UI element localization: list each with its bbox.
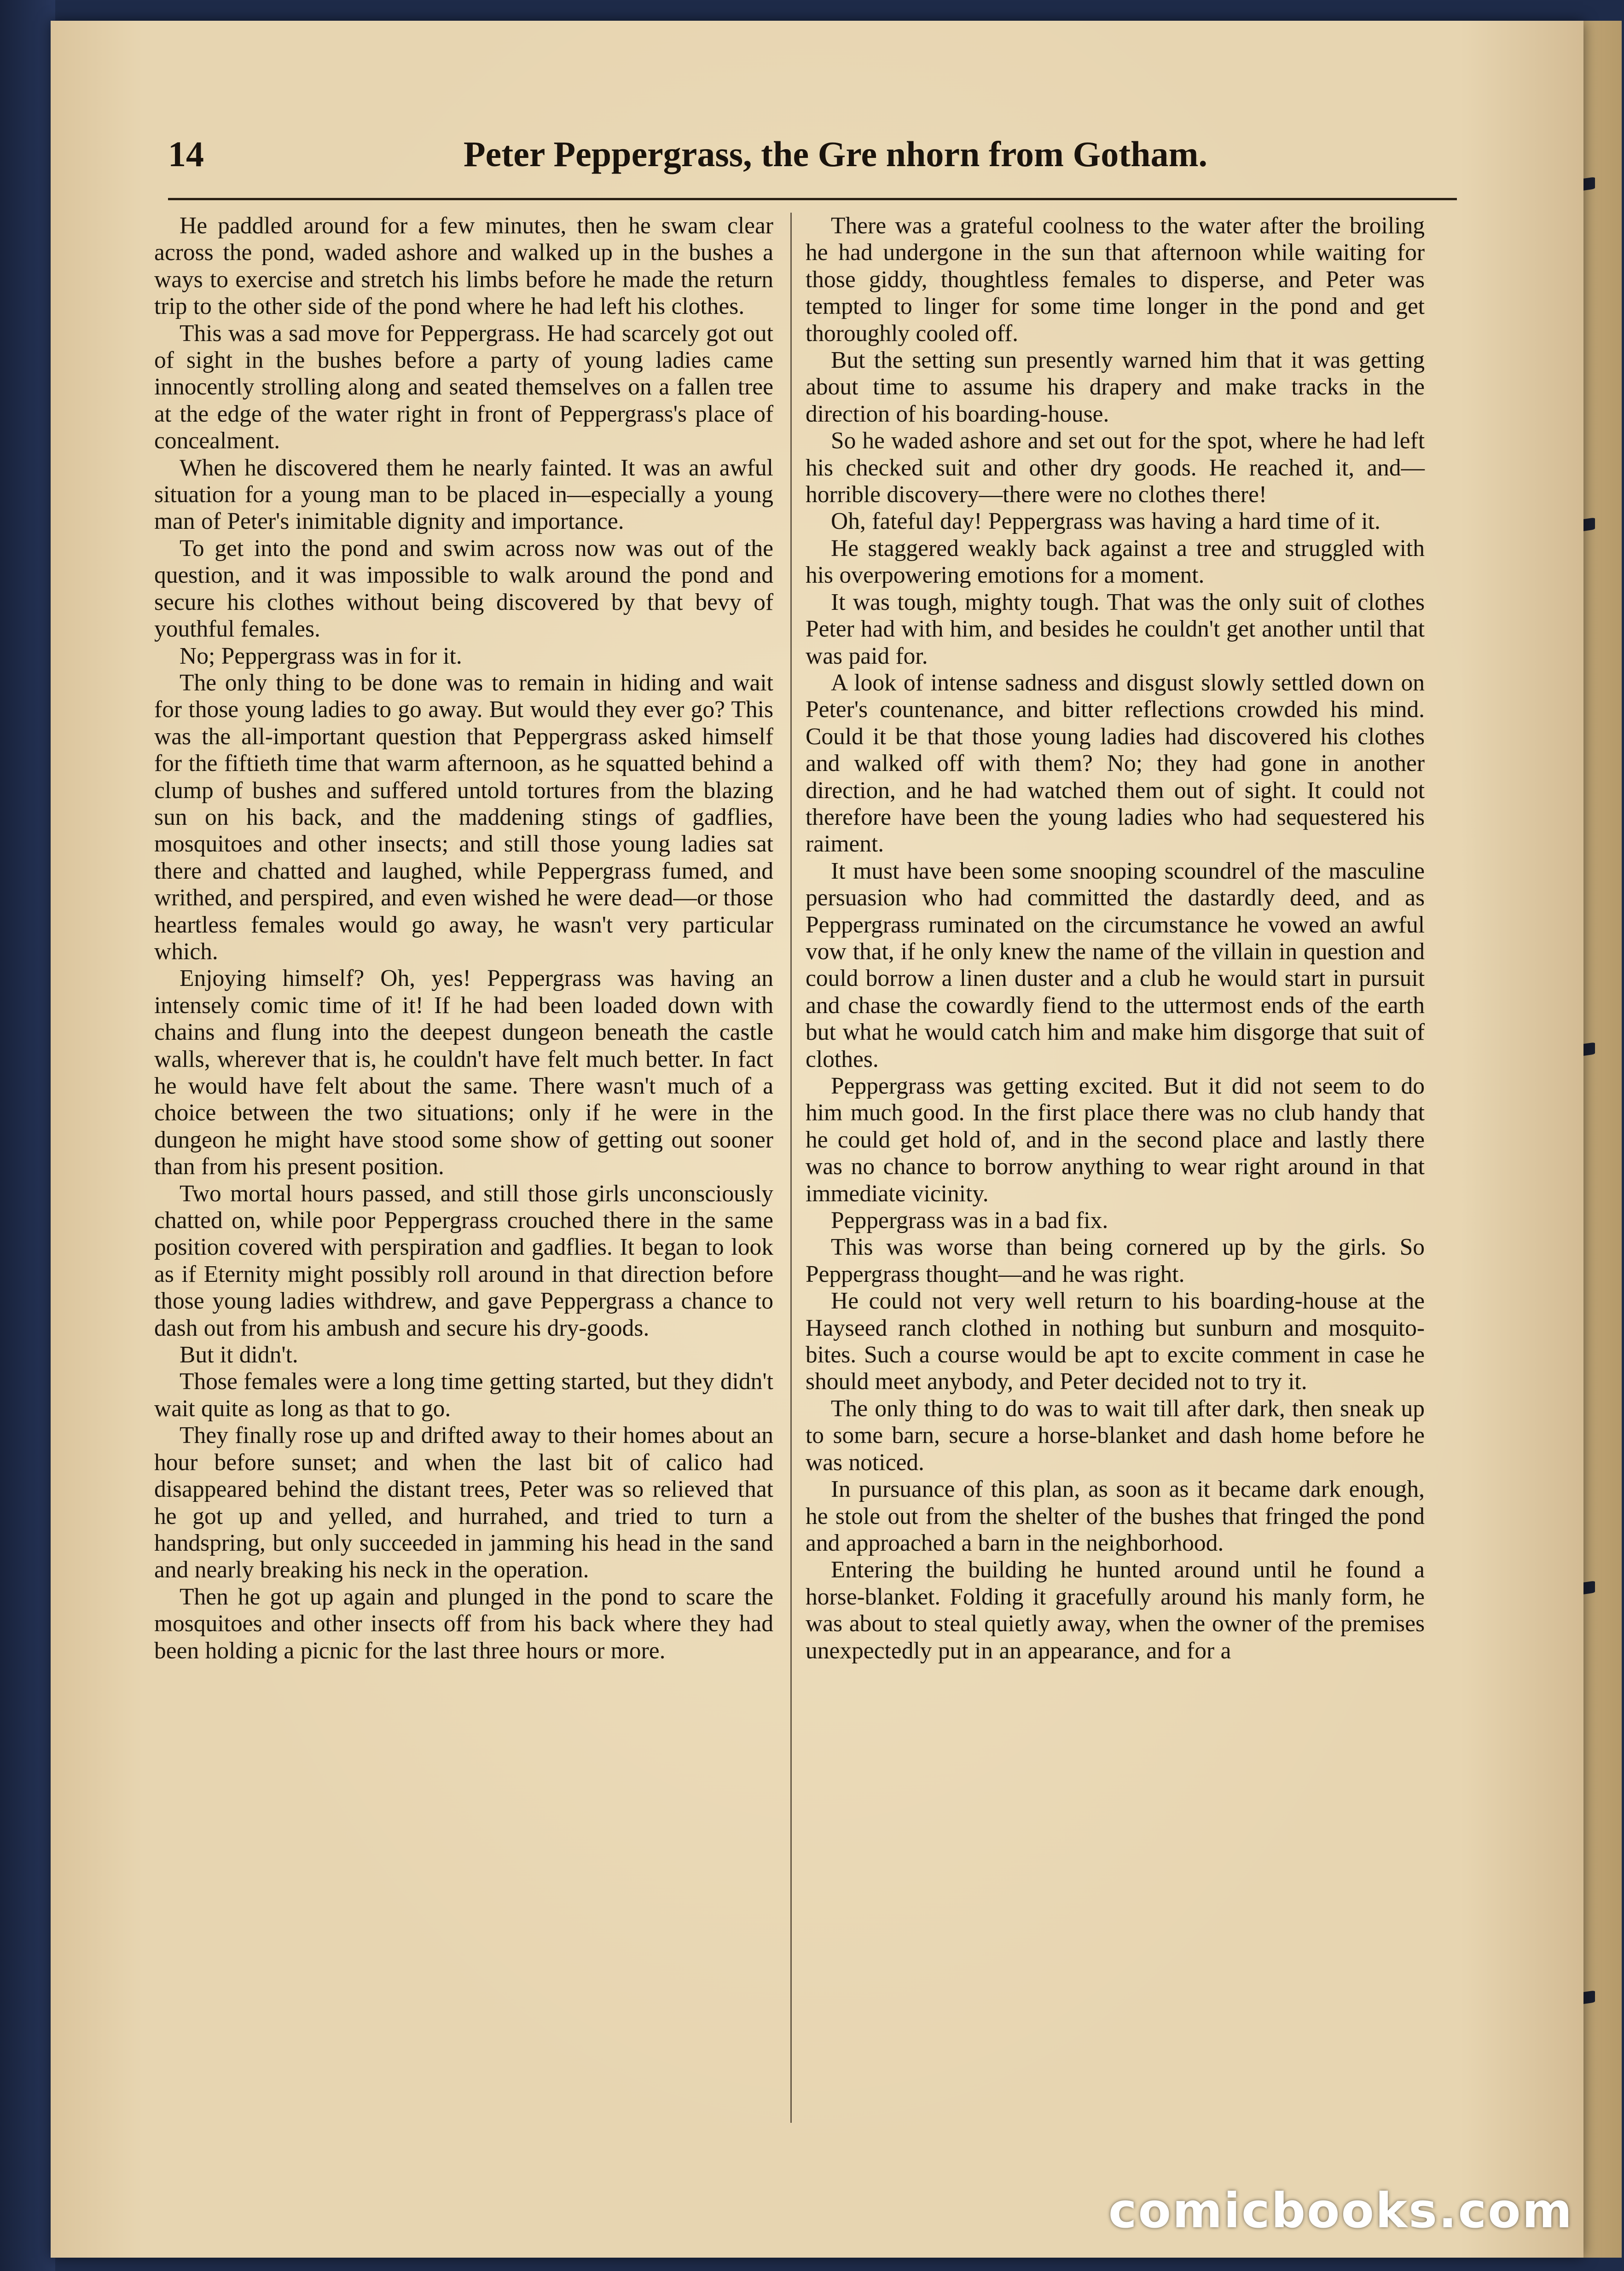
paragraph: This was worse than being cornered up by the girls. So Peppergrass thought—and he was right.	[806, 1234, 1425, 1287]
paragraph: In pursuance of this plan, as soon as it became dark enough, he stole out from the shelter of the bushes that fringed the pond and approached a barn in the neighborhood.	[806, 1476, 1425, 1556]
page-header	[168, 133, 1457, 200]
page-number: 14	[168, 134, 204, 174]
paragraph: Oh, fateful day! Peppergrass was having a hard time of it.	[831, 508, 1380, 535]
watermark-text: comicbooks.com	[1108, 2183, 1573, 2239]
paragraph: Peppergrass was in a bad fix.	[831, 1207, 1108, 1234]
paragraph: Two mortal hours passed, and still those girls unconsciously chatted on, while poor Peppergrass crouched there in the same position covered with perspiration and gadflies. It began to look as if Eternity might possibly roll around in that direction before those young ladies withdrew, and gave Peppergrass a chance to dash out from his ambush and secure his dry-goods.	[154, 1180, 773, 1341]
paragraph: So he waded ashore and set out for the spot, where he had left his checked suit and other dry goods. He reached it, and—horrible discovery—there were no clothes there!	[806, 428, 1425, 508]
right-column	[806, 213, 1425, 2146]
paragraph: But the setting sun presently warned him that it was getting about time to assume his drapery and make tracks in the direction of his boarding-house.	[806, 347, 1425, 427]
paragraph: It was tough, mighty tough. That was the only suit of clothes Peter had with him, and besides he couldn't get another until that was paid for.	[806, 589, 1425, 669]
paragraph: They finally rose up and drifted away to their homes about an hour before sunset; and when the last bit of calico had disappeared behind the distant trees, Peter was so relieved that he got up and yelled, and hurrahed, and tried to turn a handspring, but only succeeded in jamming his head in the sand and nearly breaking his neck in the operation.	[154, 1422, 773, 1583]
paragraph: He paddled around for a few minutes, then he swam clear across the pond, waded ashore and walked up in the bushes a ways to exercise and stretch his limbs before he made the return trip to the other side of the pond where he had left his clothes.	[154, 213, 773, 320]
paragraph: There was a grateful coolness to the water after the broiling he had undergone in the sun that afternoon while waiting for those giddy, thoughtless females to disperse, and Peter was tempted to linger for some time longer in the pond and get thoroughly cooled off.	[806, 213, 1425, 347]
paragraph: He staggered weakly back against a tree and struggled with his overpowering emotions for a moment.	[806, 535, 1425, 589]
left-column	[154, 213, 773, 2146]
paragraph: To get into the pond and swim across now was out of the question, and it was impossible to walk around the pond and secure his clothes without being discovered by that bevy of youthful females.	[154, 535, 773, 643]
backdrop	[0, 0, 55, 2271]
paragraph: When he discovered them he nearly fainted. It was an awful situation for a young man to be placed in—especially a young man of Peter's inimitable dignity and importance.	[154, 454, 773, 535]
column-divider	[790, 213, 792, 2123]
paragraph: Entering the building he hunted around until he found a horse-blanket. Folding it gracefully around his manly form, he was about to steal quietly away, when the owner of the premises unexpectedly put in an appearance, and for a	[806, 1557, 1425, 1664]
paragraph: Peppergrass was getting excited. But it did not seem to do him much good. In the first place there was no club handy that he could get hold of, and in the second place and lastly there was no chance to borrow anything to wear right around in that immediate vicinity.	[806, 1073, 1425, 1207]
paragraph: The only thing to do was to wait till after dark, then sneak up to some barn, secure a horse-blanket and dash home before he was noticed.	[806, 1395, 1425, 1476]
paragraph: A look of intense sadness and disgust slowly settled down on Peter's countenance, and bitter reflections crowded his mind. Could it be that those young ladies had discovered his clothes and walked off with them? No; they had gone in another direction, and he had watched them out of sight. It could not therefore have been the young ladies who had sequestered his raiment.	[806, 669, 1425, 857]
paragraph: But it didn't.	[180, 1342, 298, 1368]
paragraph: The only thing to be done was to remain in hiding and wait for those young ladies to go away. But would they ever go? This was the all-important question that Peppergrass asked himself for the fiftieth time that warm afternoon, as he squatted behind a clump of bushes and suffered untold tortures from the blazing sun on his back, and the maddening stings of gadflies, mosquitoes and other insects; and still those young ladies sat there and chatted and laughed, while Peppergrass fumed, and writhed, and perspired, and even wished he were dead—or those heartless females would go away, he wasn't very particular which.	[154, 669, 773, 965]
paragraph: No; Peppergrass was in for it.	[180, 643, 462, 669]
paragraph: He could not very well return to his boarding-house at the Hayseed ranch clothed in nothing but sunburn and mosquito-bites. Such a course would be apt to excite comment in case he should meet anybody, and Peter decided not to try it.	[806, 1288, 1425, 1395]
paragraph: Enjoying himself? Oh, yes! Peppergrass was having an intensely comic time of it! If he had been loaded down with chains and flung into the deepest dungeon beneath the castle walls, wherever that is, he couldn't have felt much better. In fact he would have felt about the same. There wasn't much of a choice between the two situations; only if he were in the dungeon he might have stood some show of getting out sooner than from his present position.	[154, 965, 773, 1180]
paragraph: This was a sad move for Peppergrass. He had scarcely got out of sight in the bushes before a party of young ladies came innocently strolling along and seated themselves on a fallen tree at the edge of the water right in front of Peppergrass's place of concealment.	[154, 320, 773, 454]
paragraph: Then he got up again and plunged in the pond to scare the mosquitoes and other insects off from his back where they had been holding a picnic for the last three hours or more.	[154, 1583, 773, 1664]
running-title: Peter Peppergrass, the Gre nhorn from Gotham.	[463, 134, 1208, 174]
paragraph: Those females were a long time getting started, but they didn't wait quite as long as that to go.	[154, 1368, 773, 1422]
paragraph: It must have been some snooping scoundrel of the masculine persuasion who had committed the dastardly deed, and as Peppergrass ruminated on the circumstance he vowed an awful vow that, if he only knew the name of the villain in question and could borrow a linen duster and a club he would start in pursuit and chase the cowardly fiend to the uttermost ends of the earth but what he would catch him and make him disgorge that suit of clothes.	[806, 857, 1425, 1072]
